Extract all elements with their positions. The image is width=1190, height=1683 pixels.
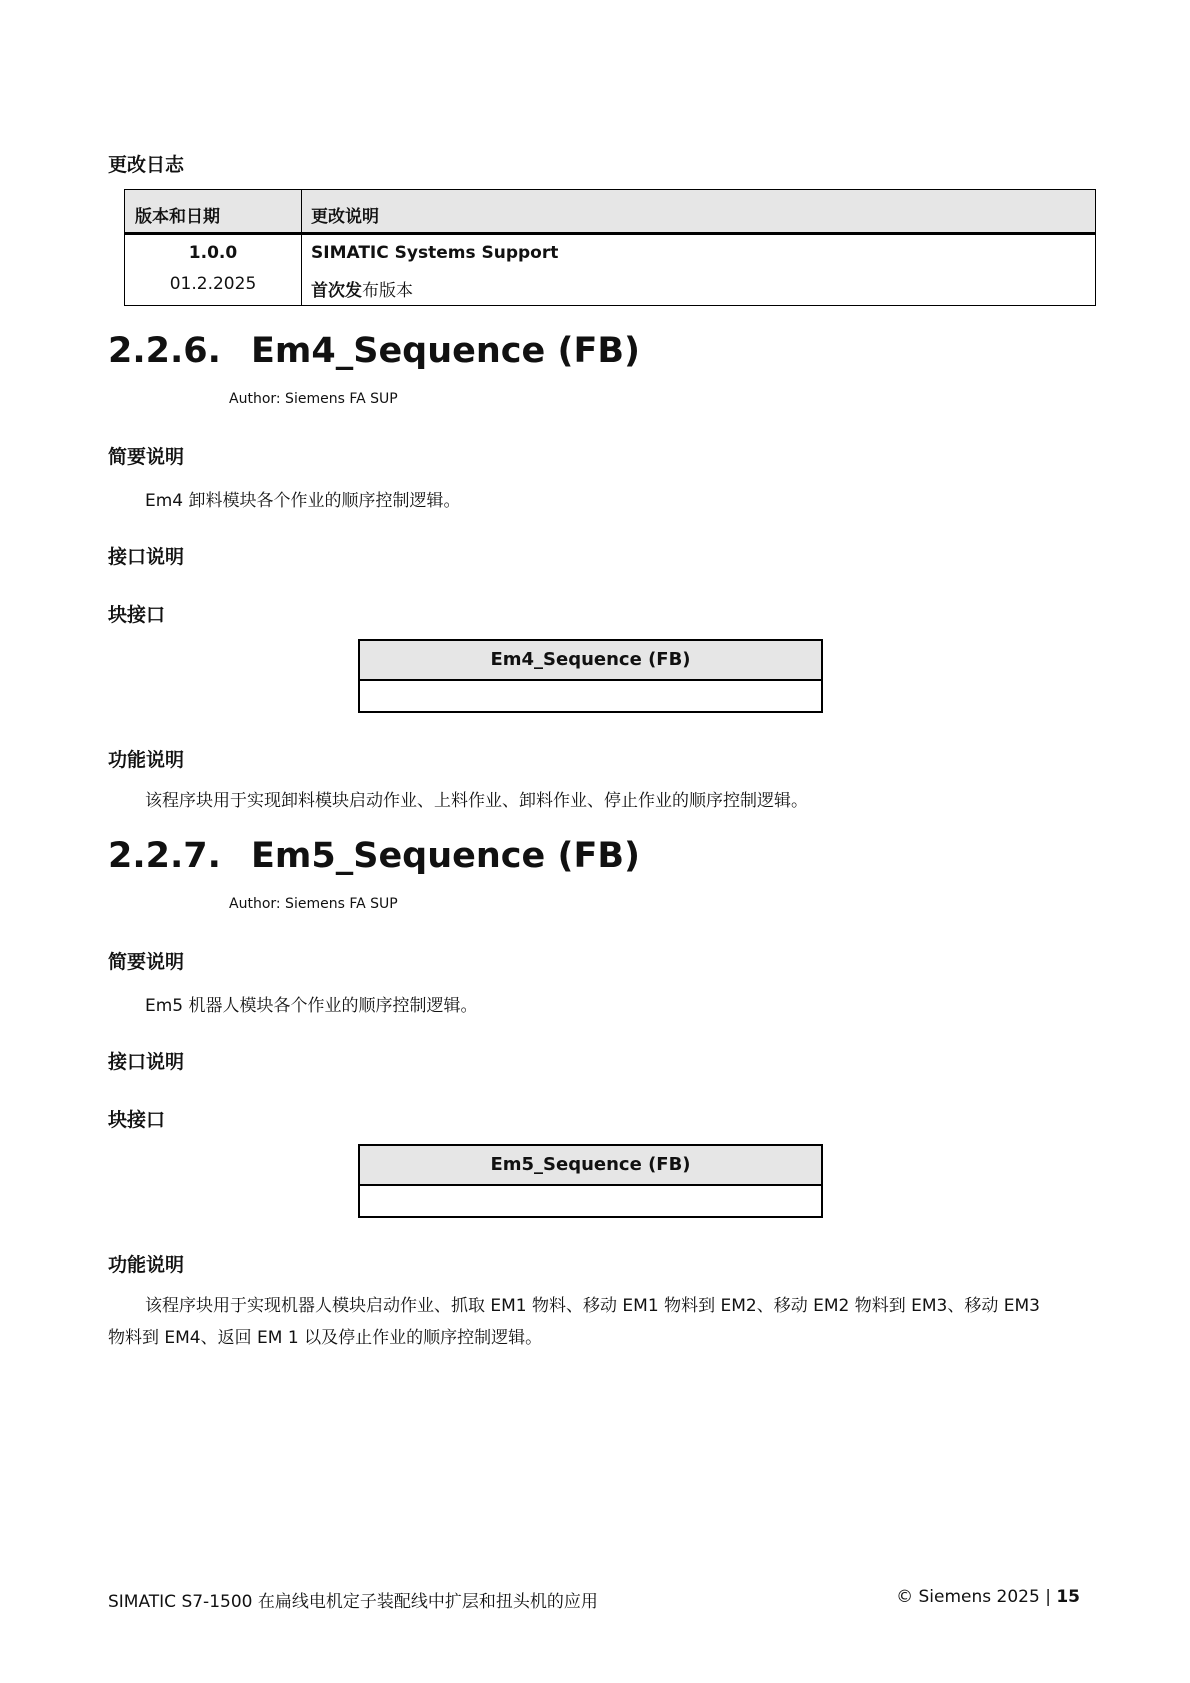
section-author-227: Author: Siemens FA SUP [229,896,398,912]
changelog-header-row [125,190,1095,235]
column-divider [301,190,302,305]
version-date: 01.2.2025 [169,274,257,294]
version-number: 1.0.0 [188,243,238,263]
section-number-226: 2.2.6. [108,331,221,371]
func-label-226: 功能说明 [108,749,185,771]
block-interface-title-em4: Em4_Sequence (FB) [360,641,821,681]
section-title-227: Em5_Sequence (FB) [251,836,641,876]
block-interface-title-em5: Em5_Sequence (FB) [360,1146,821,1186]
block-label-226: 块接口 [108,604,166,626]
changelog-table [124,189,1096,306]
footer-copyright-text: © Siemens 2025 | [896,1587,1057,1607]
footer-page-number: 15 [1056,1587,1080,1607]
func-text-227-line2: 物料到 EM4、返回 EM 1 以及停止作业的顺序控制逻辑。 [108,1328,543,1348]
changelog-title: 更改日志 [108,154,185,176]
block-interface-em5 [358,1144,823,1218]
section-author-226: Author: Siemens FA SUP [229,391,398,407]
footer-doc-title: SIMATIC S7-1500 在扁线电机定子装配线中扩层和扭头机的应用 [108,1592,598,1612]
section-number-227: 2.2.7. [108,836,221,876]
brief-label-226: 简要说明 [108,446,185,468]
brief-text-226: Em4 卸料模块各个作业的顺序控制逻辑。 [145,491,461,511]
header-change-desc: 更改说明 [311,207,379,227]
change-note [311,276,413,301]
block-label-227: 块接口 [108,1109,166,1131]
section-title-226: Em4_Sequence (FB) [251,331,641,371]
brief-label-227: 简要说明 [108,951,185,973]
footer-copyright [896,1587,1080,1607]
interface-label-226: 接口说明 [108,546,185,568]
func-text-227-line1: 该程序块用于实现机器人模块启动作业、抓取 EM1 物料、移动 EM1 物料到 EM2、移动 EM2 物料到 EM3、移动 EM3 [145,1296,1040,1316]
change-author: SIMATIC Systems Support [311,243,559,263]
block-interface-em4 [358,639,823,713]
brief-text-227: Em5 机器人模块各个作业的顺序控制逻辑。 [145,996,478,1016]
change-note-rest: 布版本 [362,281,413,301]
func-label-227: 功能说明 [108,1254,185,1276]
change-note-bold: 首次发 [311,281,362,301]
header-version-date: 版本和日期 [135,207,220,227]
func-text-226: 该程序块用于实现卸料模块启动作业、上料作业、卸料作业、停止作业的顺序控制逻辑。 [145,791,808,811]
interface-label-227: 接口说明 [108,1051,185,1073]
